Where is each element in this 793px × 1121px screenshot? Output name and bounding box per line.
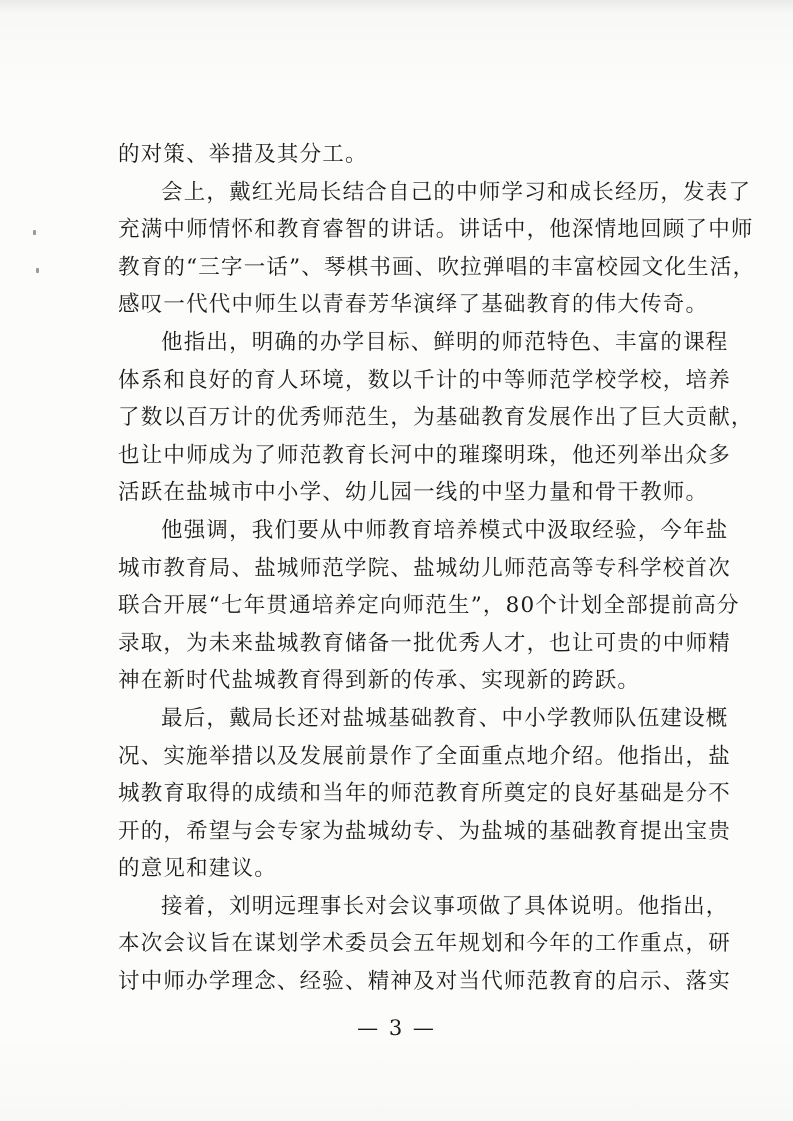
- text-line: 他指出，明确的办学目标、鲜明的师范特色、丰富的课程: [161, 329, 729, 355]
- text-line: 教育的“三字一话”、琴棋书画、吹拉弹唱的丰富校园文化生活，: [118, 254, 756, 280]
- text-line: 体系和良好的育人环境，数以千计的中等师范学校学校，培养: [118, 367, 731, 393]
- text-line: 录取，为未来盐城教育储备一批优秀人才，也让可贵的中师精: [118, 630, 731, 656]
- text-line: 最后，戴局长还对盐城基础教育、中小学教师队伍建设概: [161, 705, 729, 731]
- scan-shadow: [0, 0, 793, 14]
- text-line: 本次会议旨在谋划学术委员会五年规划和今年的工作重点，研: [118, 931, 731, 957]
- page-number: — 3 —: [357, 1016, 436, 1040]
- text-line: 充满中师情怀和教育睿智的讲话。讲话中，他深情地回顾了中师: [118, 217, 754, 243]
- text-line: 的意见和建议。: [118, 856, 277, 882]
- text-line: 神在新时代盐城教育得到新的传承、实现新的跨跃。: [118, 668, 641, 694]
- text-line: 开的，希望与会专家为盐城幼专、为盐城的基础教育提出宝贵: [118, 818, 731, 844]
- text-line: 接着，刘明远理事长对会议事项做了具体说明。他指出，: [161, 893, 729, 919]
- text-line: 了数以百万计的优秀师范生，为基础教育发展作出了巨大贡献，: [118, 405, 754, 431]
- text-line: 他强调，我们要从中师教育培养模式中汲取经验，今年盐: [161, 517, 729, 543]
- scan-speck: [33, 230, 36, 235]
- text-line: 的对策、举措及其分工。: [118, 142, 368, 167]
- text-line: 讨中师办学理念、经验、精神及对当代师范教育的启示、落实: [118, 969, 731, 995]
- text-line: 联合开展“七年贯通培养定向师范生”，80个计划全部提前高分: [118, 593, 740, 619]
- body-text: [118, 136, 756, 1001]
- text-line: 活跃在盐城市中小学、幼儿园一线的中坚力量和骨干教师。: [118, 480, 709, 506]
- text-line: 城教育取得的成绩和当年的师范教育所奠定的良好基础是分不: [118, 781, 731, 807]
- text-line: 城市教育局、盐城师范学院、盐城幼儿师范高等专科学校首次: [118, 555, 731, 581]
- text-line: 况、实施举措以及发展前景作了全面重点地介绍。他指出，盐: [118, 743, 731, 769]
- text-line: 感叹一代代中师生以青春芳华演绎了基础教育的伟大传奇。: [118, 292, 709, 318]
- text-line: 会上，戴红光局长结合自己的中师学习和成长经历，发表了: [161, 179, 752, 205]
- text-line: 也让中师成为了师范教育长河中的璀璨明珠，他还列举出众多: [118, 442, 731, 468]
- scan-speck: [36, 268, 39, 273]
